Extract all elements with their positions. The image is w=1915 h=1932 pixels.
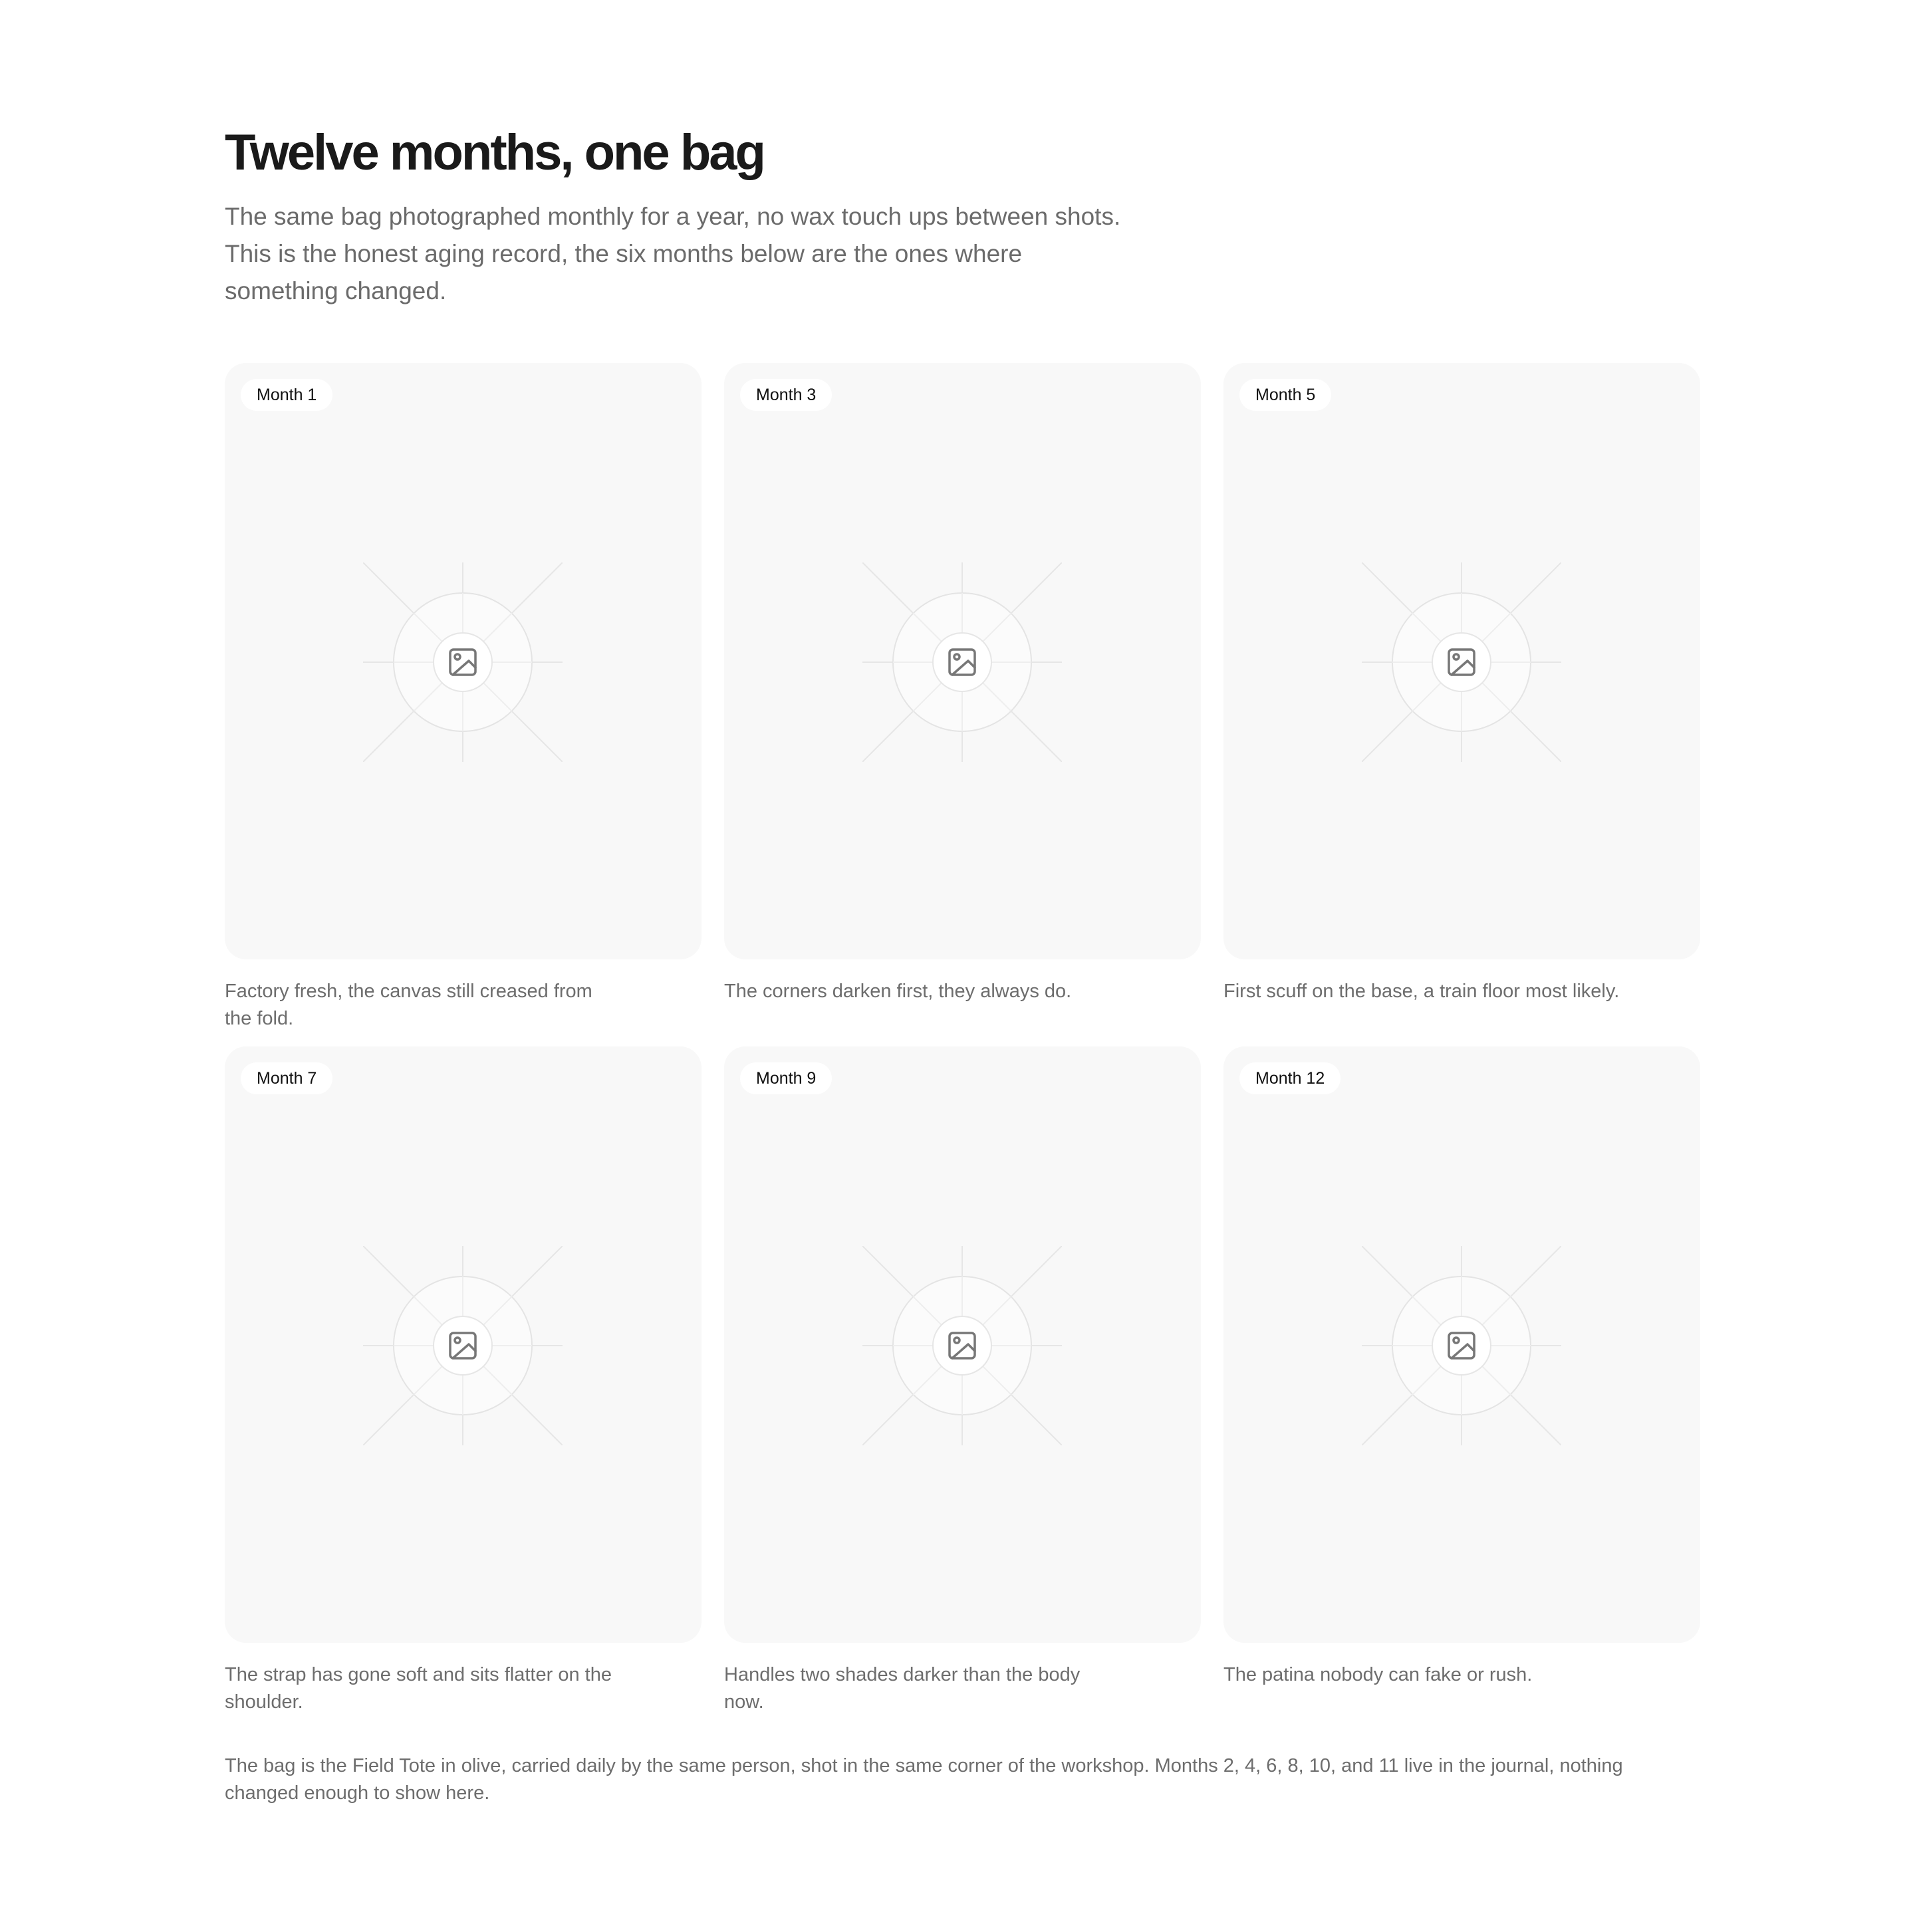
image-placeholder-icon [862,562,1062,762]
photo-placeholder[interactable] [225,363,702,959]
image-placeholder-icon [363,1246,563,1445]
image-placeholder-icon [1362,562,1561,762]
month-badge: Month 5 [1239,379,1331,411]
month-badge: Month 3 [740,379,832,411]
photo-caption: The patina nobody can fake or rush. [1223,1664,1533,1685]
photo-placeholder[interactable] [1223,363,1700,959]
month-badge: Month 1 [241,379,332,411]
photo-placeholder[interactable] [1223,1046,1700,1643]
photo-card [225,363,702,1046]
image-placeholder-icon [363,562,563,762]
footnote: The bag is the Field Tote in olive, carried daily by the same person, shot in the same corner of the workshop. Months 2, 4, 6, 8, 10, and 11 live in the journal, nothing changed enough to show here. [225,1755,1623,1804]
photo-placeholder[interactable] [724,363,1201,959]
main-content [225,120,1701,1807]
photo-caption: The corners darken first, they always do. [724,981,1072,1002]
photo-card [225,1046,702,1730]
image-placeholder-icon [862,1246,1062,1445]
photo-card [724,1046,1201,1730]
photo-grid [225,363,1701,1730]
photo-caption: The strap has gone soft and sits flatter on the shoulder. [225,1664,612,1713]
month-badge: Month 7 [241,1062,332,1094]
page-intro: The same bag photographed monthly for a year, no wax touch ups between shots. This is the honest aging record, the six months below are the ones where something changed. [225,203,1121,304]
photo-placeholder[interactable] [225,1046,702,1643]
month-badge: Month 9 [740,1062,832,1094]
photo-card [1223,363,1700,1046]
photo-placeholder[interactable] [724,1046,1201,1643]
month-badge: Month 12 [1239,1062,1340,1094]
photo-card [1223,1046,1700,1730]
photo-card [724,363,1201,1046]
photo-caption: Factory fresh, the canvas still creased from the fold. [225,981,592,1029]
photo-caption: First scuff on the base, a train floor most likely. [1223,981,1620,1002]
page-title: Twelve months, one bag [225,124,764,181]
image-placeholder-icon [1362,1246,1561,1445]
photo-caption: Handles two shades darker than the body now. [724,1664,1081,1713]
